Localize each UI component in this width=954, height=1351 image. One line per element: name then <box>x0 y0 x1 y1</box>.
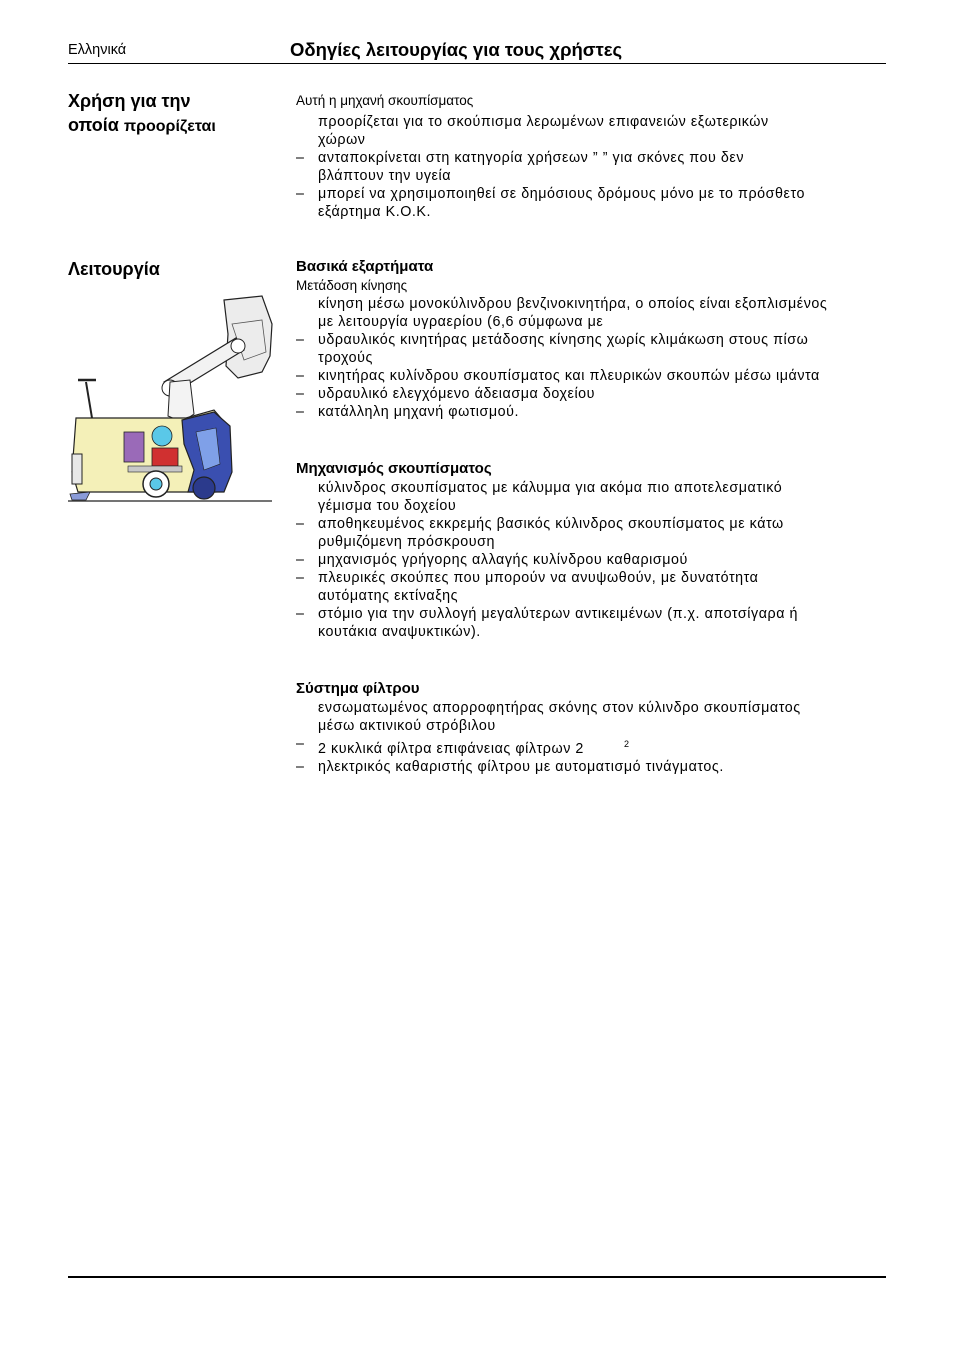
subheading-intro: Μετάδοση κίνησης <box>296 278 408 293</box>
list-item: – μπορεί να χρησιμοποιηθεί σε δημόσιους δρόμους μόνο με το πρόσθετο εξάρτημα Κ.Ο.Κ. <box>296 186 805 220</box>
intended-use-body <box>296 92 888 221</box>
list-item: – ηλεκτρικός καθαριστής φίλτρου με αυτοματισμό τινάγματος. <box>296 758 724 775</box>
list-item: – μηχανισμός γρήγορης αλλαγής κυλίνδρου καθαρισμού <box>296 552 688 568</box>
list-item: προορίζεται για το σκούπισμα λερωμένων επιφανειών εξωτερικών χώρων <box>318 114 769 148</box>
list-item: – κινητήρας κυλίνδρου σκουπίσματος και πλευρικών σκουπών μέσω ιμάντα <box>296 368 820 384</box>
list-item: – υδραυλικός κινητήρας μετάδοσης κίνησης χωρίς κλιμάκωση στους πίσω τροχούς <box>296 332 809 366</box>
list-item: – 2 κυκλικά φίλτρα επιφάνειας φίλτρων 2 $^2$ <box>296 736 630 757</box>
sweeper-machine-illustration <box>66 294 276 506</box>
list-item: – ανταποκρίνεται στη κατηγορία χρήσεων ” ” για σκόνες που δεν βλάπτουν την υγεία <box>296 150 745 184</box>
subheading-basic-components: Βασικά εξαρτήματα <box>296 258 434 275</box>
superscript: 2 <box>623 739 630 749</box>
section-title-line2: οποία προορίζεται <box>68 115 216 135</box>
list-item: – υδραυλικό ελεγχόμενο άδειασμα δοχείου <box>296 386 596 402</box>
list-item: – αποθηκευμένος εκκρεμής βασικός κύλινδρος σκουπίσματος με κάτω ρυθμιζόμενη πρόσκρουση <box>296 516 784 550</box>
list-item: ενσωματωμένος απορροφητήρας σκόνης στον κύλινδρο σκουπίσματος μέσω ακτινικού στρόβιλου <box>318 700 801 734</box>
section-title-intended-use <box>68 89 268 139</box>
subheading-filter-system: Σύστημα φίλτρου <box>296 680 420 697</box>
subheading-sweeping-mechanism: Μηχανισμός σκουπίσματος <box>296 460 492 477</box>
footer-divider <box>68 1276 886 1278</box>
page-title: Οδηγίες λειτουργίας για τους χρήστες <box>290 39 623 60</box>
list-item: κύλινδρος σκουπίσματος με κάλυμμα για ακόμα πιο αποτελεσματικό γέμισμα του δοχείου <box>318 480 783 514</box>
section-title-operation: Λειτουργία <box>68 259 160 279</box>
operation-body <box>296 257 888 776</box>
list-item: κίνηση μέσω μονοκύλινδρου βενζινοκινητήρα, ο οποίος είναι εξοπλισμένος με λειτουργία υγραερίου (6,6 σύμφωνα με <box>318 296 828 330</box>
section-title-line1: Χρήση για την <box>68 91 191 111</box>
header-language: Ελληνικά <box>68 42 127 58</box>
header-divider <box>68 63 886 64</box>
list-item: – κατάλληλη μηχανή φωτισμού. <box>296 404 520 420</box>
intended-use-intro: Αυτή η μηχανή σκουπίσματος <box>296 93 474 108</box>
list-item: – στόμιο για την συλλογή μεγαλύτερων αντικειμένων (π.χ. αποτσίγαρα ή κουτάκια αναψυκτικών). <box>296 606 799 640</box>
list-item: – πλευρικές σκούπες που μπορούν να ανυψωθούν, με δυνατότητα αυτόματης εκτίναξης <box>296 570 759 604</box>
